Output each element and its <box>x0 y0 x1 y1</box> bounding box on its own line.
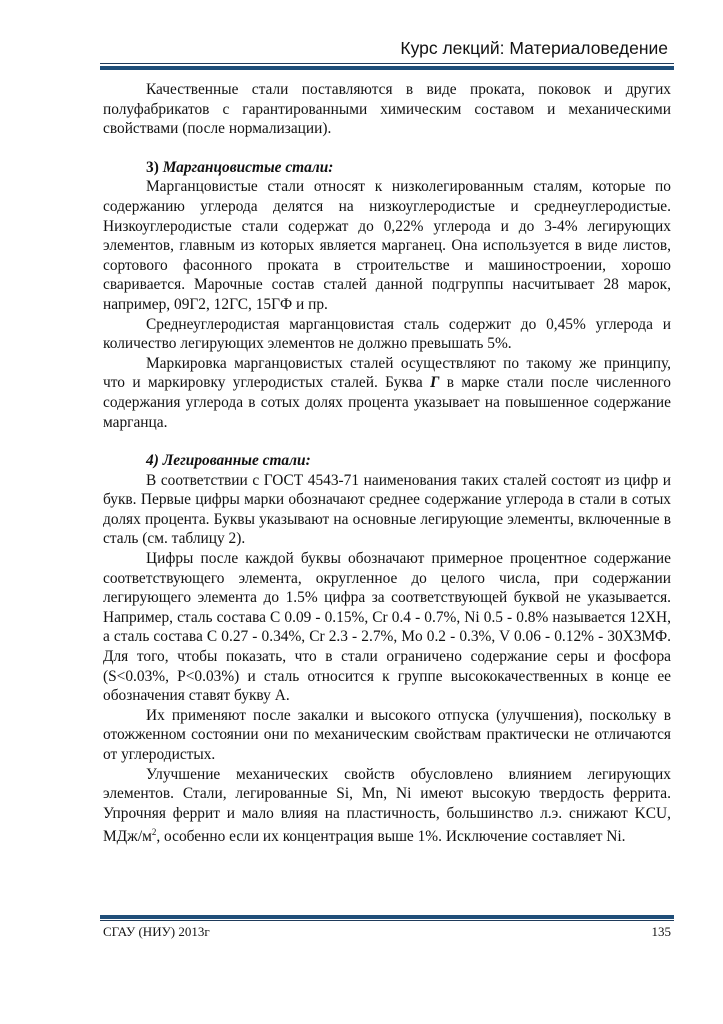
header-rule-thick <box>100 66 674 70</box>
paragraph-medium-carbon-manganese: Среднеуглеродистая марганцовистая сталь содержит до 0,45% углерода и количество легирующих элементов не должно превышать 5%. <box>103 315 671 353</box>
paragraph-manganese-marking: Маркировка марганцовистых сталей осуществляют по такому же принципу, что и маркировку углеродистых сталей. Буква Г в марке стали после численного содержания углерода в сотых долях процента указывает на повышенное содержание марганца. <box>103 354 671 431</box>
paragraph-gost-naming: В соответствии с ГОСТ 4543-71 наименования таких сталей состоят из цифр и букв. Первые цифры марки обозначают среднее содержание углерода в стали в сотых долях процента. Буквы указывают на основные легирующие элементы, включенные в сталь (см. таблицу 2). <box>103 471 671 548</box>
section-heading-alloyed: 4) Легированные стали: <box>146 452 311 470</box>
document-body <box>103 80 671 847</box>
header-rule-thin <box>100 63 674 64</box>
paragraph-mechanical-properties: Улучшение механических свойств обусловлено влиянием легирующих элементов. Стали, легированные Si, Mn, Ni имеют высокую твердость феррита. Упрочняя феррит и мало влияя на пластичность, большинство л.э. снижают KCU, МДж/$м^2$, особенно если их концентрация выше 1%. Исключение составляет Ni. <box>103 765 671 846</box>
paragraph-manganese-overview: Марганцовистые стали относят к низколегированным сталям, которые по содержанию углерода делятся на низкоуглеродистые и среднеуглеродистые. Низкоуглеродистые стали содержат до 0,22% углерода и до 3-4% легирующих элементов, главным из которых является марганец. Она используется в виде листов, сортового фасонного проката в строительстве и машиностроении, хорошо сваривается. Марочные состав сталей данной подгруппы насчитывает 28 марок, например, 09Г2, 12ГС, 15ГФ и пр. <box>103 178 671 313</box>
page-header-title: Курс лекций: Материаловедение <box>400 38 668 58</box>
footer-institution: СГАУ (НИУ) 2013г <box>103 924 210 939</box>
footer-rule-thin <box>100 920 674 921</box>
paragraph-quality-steels: Качественные стали поставляются в виде проката, поковок и других полуфабрикатов с гарантированными химическим составом и механическими свойствами (после нормализации). <box>103 81 671 138</box>
page-number: 135 <box>651 924 671 939</box>
section-heading-manganese: 3) Марганцовистые стали: <box>146 158 334 176</box>
footer-rule-thick <box>100 915 674 919</box>
paragraph-heat-treatment: Их применяют после закалки и высокого отпуска (улучшения), поскольку в отожженном состоянии они по механическим свойствам практически не отличаются от углеродистых. <box>103 706 671 763</box>
paragraph-digits-meaning: Цифры после каждой буквы обозначают примерное процентное содержание соответствующего элемента, округленное до целого числа, при содержании легирующего элемента до 1.5% цифра за соответствующей буквой не указывается. Например, сталь состава C 0.09 - 0.15%, Cr 0.4 - 0.7%, Ni 0.5 - 0.8% называется 12ХН, а сталь состава C 0.27 - 0.34%, Cr 2.3 - 2.7%, Mo 0.2 - 0.3%, V 0.06 - 0.12% - 30Х3МФ. Для того, чтобы показать, что в стали ограничено содержание серы и фосфора (S<0.03%, P<0.03%) и сталь относится к группе высококачественных в конце ее обозначения ставят букву А. <box>103 550 671 705</box>
